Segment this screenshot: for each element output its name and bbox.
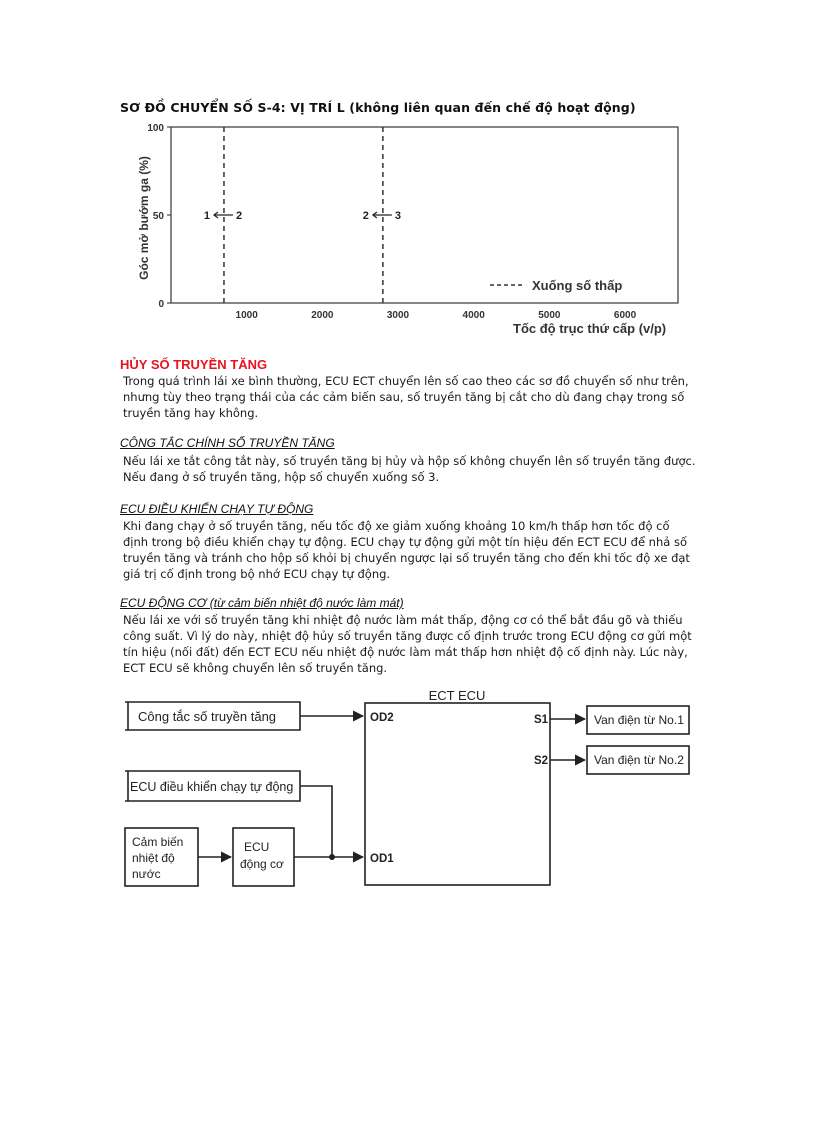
sensor-label-2: nhiệt độ (132, 851, 175, 865)
junction-dot (329, 854, 335, 860)
y-tick-label-2: 100 (147, 123, 164, 134)
valve2-label: Van điện từ No.2 (594, 753, 684, 767)
od1-label: OD1 (370, 853, 394, 865)
section-title: HỦY SỐ TRUYỀN TĂNG (120, 357, 268, 372)
engine-label-2: động cơ (240, 857, 284, 871)
subsection-body-cruise: Khi đang chạy ở số truyền tăng, nếu tốc độ xe giảm xuống khoảng 10 km/h thấp hơn tốc độ cố định trong bộ điều khiển chạy tự động. ECU chạy tự động gửi một tín hiệu đến ECT ECU để nhả số truyền tăng và tránh cho hộp số khỏi bị chuyển ngược lại số truyền tăng cho đến khi tốc độ xe đạt giá trị cố định trong bộ nhớ ECU chạy tự động. (123, 519, 690, 581)
x-tick-label-0: 1000 (235, 310, 258, 321)
x-axis-label: Tốc độ trục thứ cấp (v/p) (513, 321, 667, 336)
x-tick-label-5: 6000 (613, 310, 637, 321)
x-tick-label-2: 3000 (386, 310, 410, 321)
plot-frame (171, 127, 678, 303)
subsection-body-engine: Nếu lái xe với số truyền tăng khi nhiệt độ nước làm mát thấp, động cơ có thể bắt đầu gõ và thiếu công suất. Vì lý do này, nhiệt độ hủy số truyền tăng được cố định trước trong ECU động cơ gửi một tín hiệu (nối đất) đến ECT ECU nếu nhiệt độ nước làm mát thấp hơn nhiệt độ cố định này. Lúc này, ECT ECU sẽ không chuyển lên số truyền tăng. (123, 613, 692, 675)
x-tick-label-4: 5000 (538, 310, 561, 321)
x-tick-label-1: 2000 (311, 310, 334, 321)
marker-left-label-1: 2 (362, 210, 369, 222)
sensor-label-3: nước (132, 867, 161, 881)
ect-block-diagram (120, 688, 700, 898)
sensor-label-1: Cảm biến (132, 835, 184, 849)
wire-cruise-junction (300, 786, 332, 857)
cruise-label: ECU điều khiển chạy tự động (130, 780, 294, 794)
switch-label: Công tắc số truyền tăng (138, 709, 277, 724)
od2-label: OD2 (370, 712, 394, 724)
marker-right-label-0: 2 (235, 210, 243, 222)
page-title: SƠ ĐỒ CHUYỂN SỐ S-4: VỊ TRÍ L (không liên quan đến chế độ hoạt động) (120, 100, 636, 115)
s1-label: S1 (534, 714, 549, 726)
subsection-title-cruise: ECU ĐIỀU KHIỂN CHẠY TỰ ĐỘNG (120, 502, 314, 516)
intro-paragraph: Trong quá trình lái xe bình thường, ECU ECT chuyển lên số cao theo các sơ đồ chuyển số như trên, nhưng tùy theo trạng thái của các cảm biến sau, số truyền tăng bị cắt cho dù đang chạy trong số truyền tăng hay không. (123, 374, 689, 420)
marker-right-label-1: 3 (394, 210, 402, 222)
y-tick-label-0: 0 (158, 299, 164, 310)
subsection-title-engine: ECU ĐỘNG CƠ (từ cảm biến nhiệt độ nước làm mát) (120, 596, 404, 610)
legend-label: Xuống số thấp (532, 278, 623, 293)
y-axis-label: Góc mở bướm ga (%) (137, 156, 151, 280)
s2-label: S2 (534, 755, 549, 767)
subsection-title-switch: CÔNG TẮC CHÍNH SỐ TRUYỀN TĂNG (120, 436, 335, 450)
shift-chart (130, 120, 690, 345)
valve1-label: Van điện từ No.1 (594, 713, 684, 727)
ecu-title: ECT ECU (428, 688, 486, 703)
engine-label-1: ECU (244, 840, 270, 854)
y-tick-label-1: 50 (152, 211, 164, 222)
subsection-body-switch: Nếu lái xe tắt công tắt này, số truyền tăng bị hủy và hộp số không chuyển lên số truyền tăng được. Nếu đang ở số truyền tăng, hộp số chuyển xuống số 3. (123, 454, 696, 484)
x-tick-label-3: 4000 (462, 310, 485, 321)
marker-left-label-0: 1 (203, 210, 210, 222)
